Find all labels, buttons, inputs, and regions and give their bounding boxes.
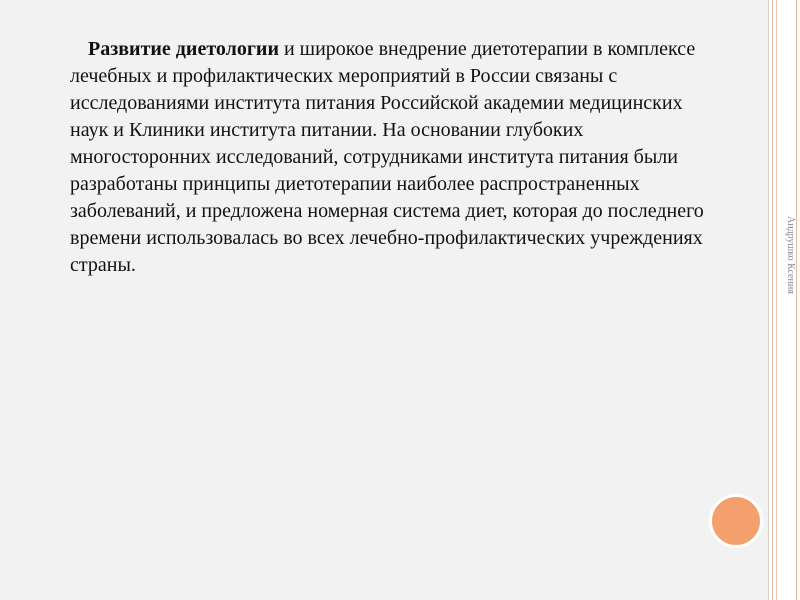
author-label: Андрушко Ксения: [785, 216, 796, 294]
side-stripe: [776, 0, 777, 600]
body-paragraph: [70, 36, 720, 279]
side-stripe: [796, 0, 797, 600]
paragraph-lead: Развитие диетологии: [88, 38, 279, 60]
paragraph-rest: и широкое внедрение диетотерапии в комплексе лечебных и профилактических мероприятий в России связаны с исследованиями института питания Российской академии медицинских наук и Клиники института питании. На основании глубоких многосторонних исследований, сотрудниками института питания были разработаны принципы диетотерапии наиболее распространенных заболеваний, и предложена номерная система диет, которая до последнего времени использовалась во всех лечебно-профилактических учреждениях страны.: [70, 38, 704, 276]
side-stripe: [772, 0, 773, 600]
orange-circle-decoration-icon: [709, 494, 763, 548]
